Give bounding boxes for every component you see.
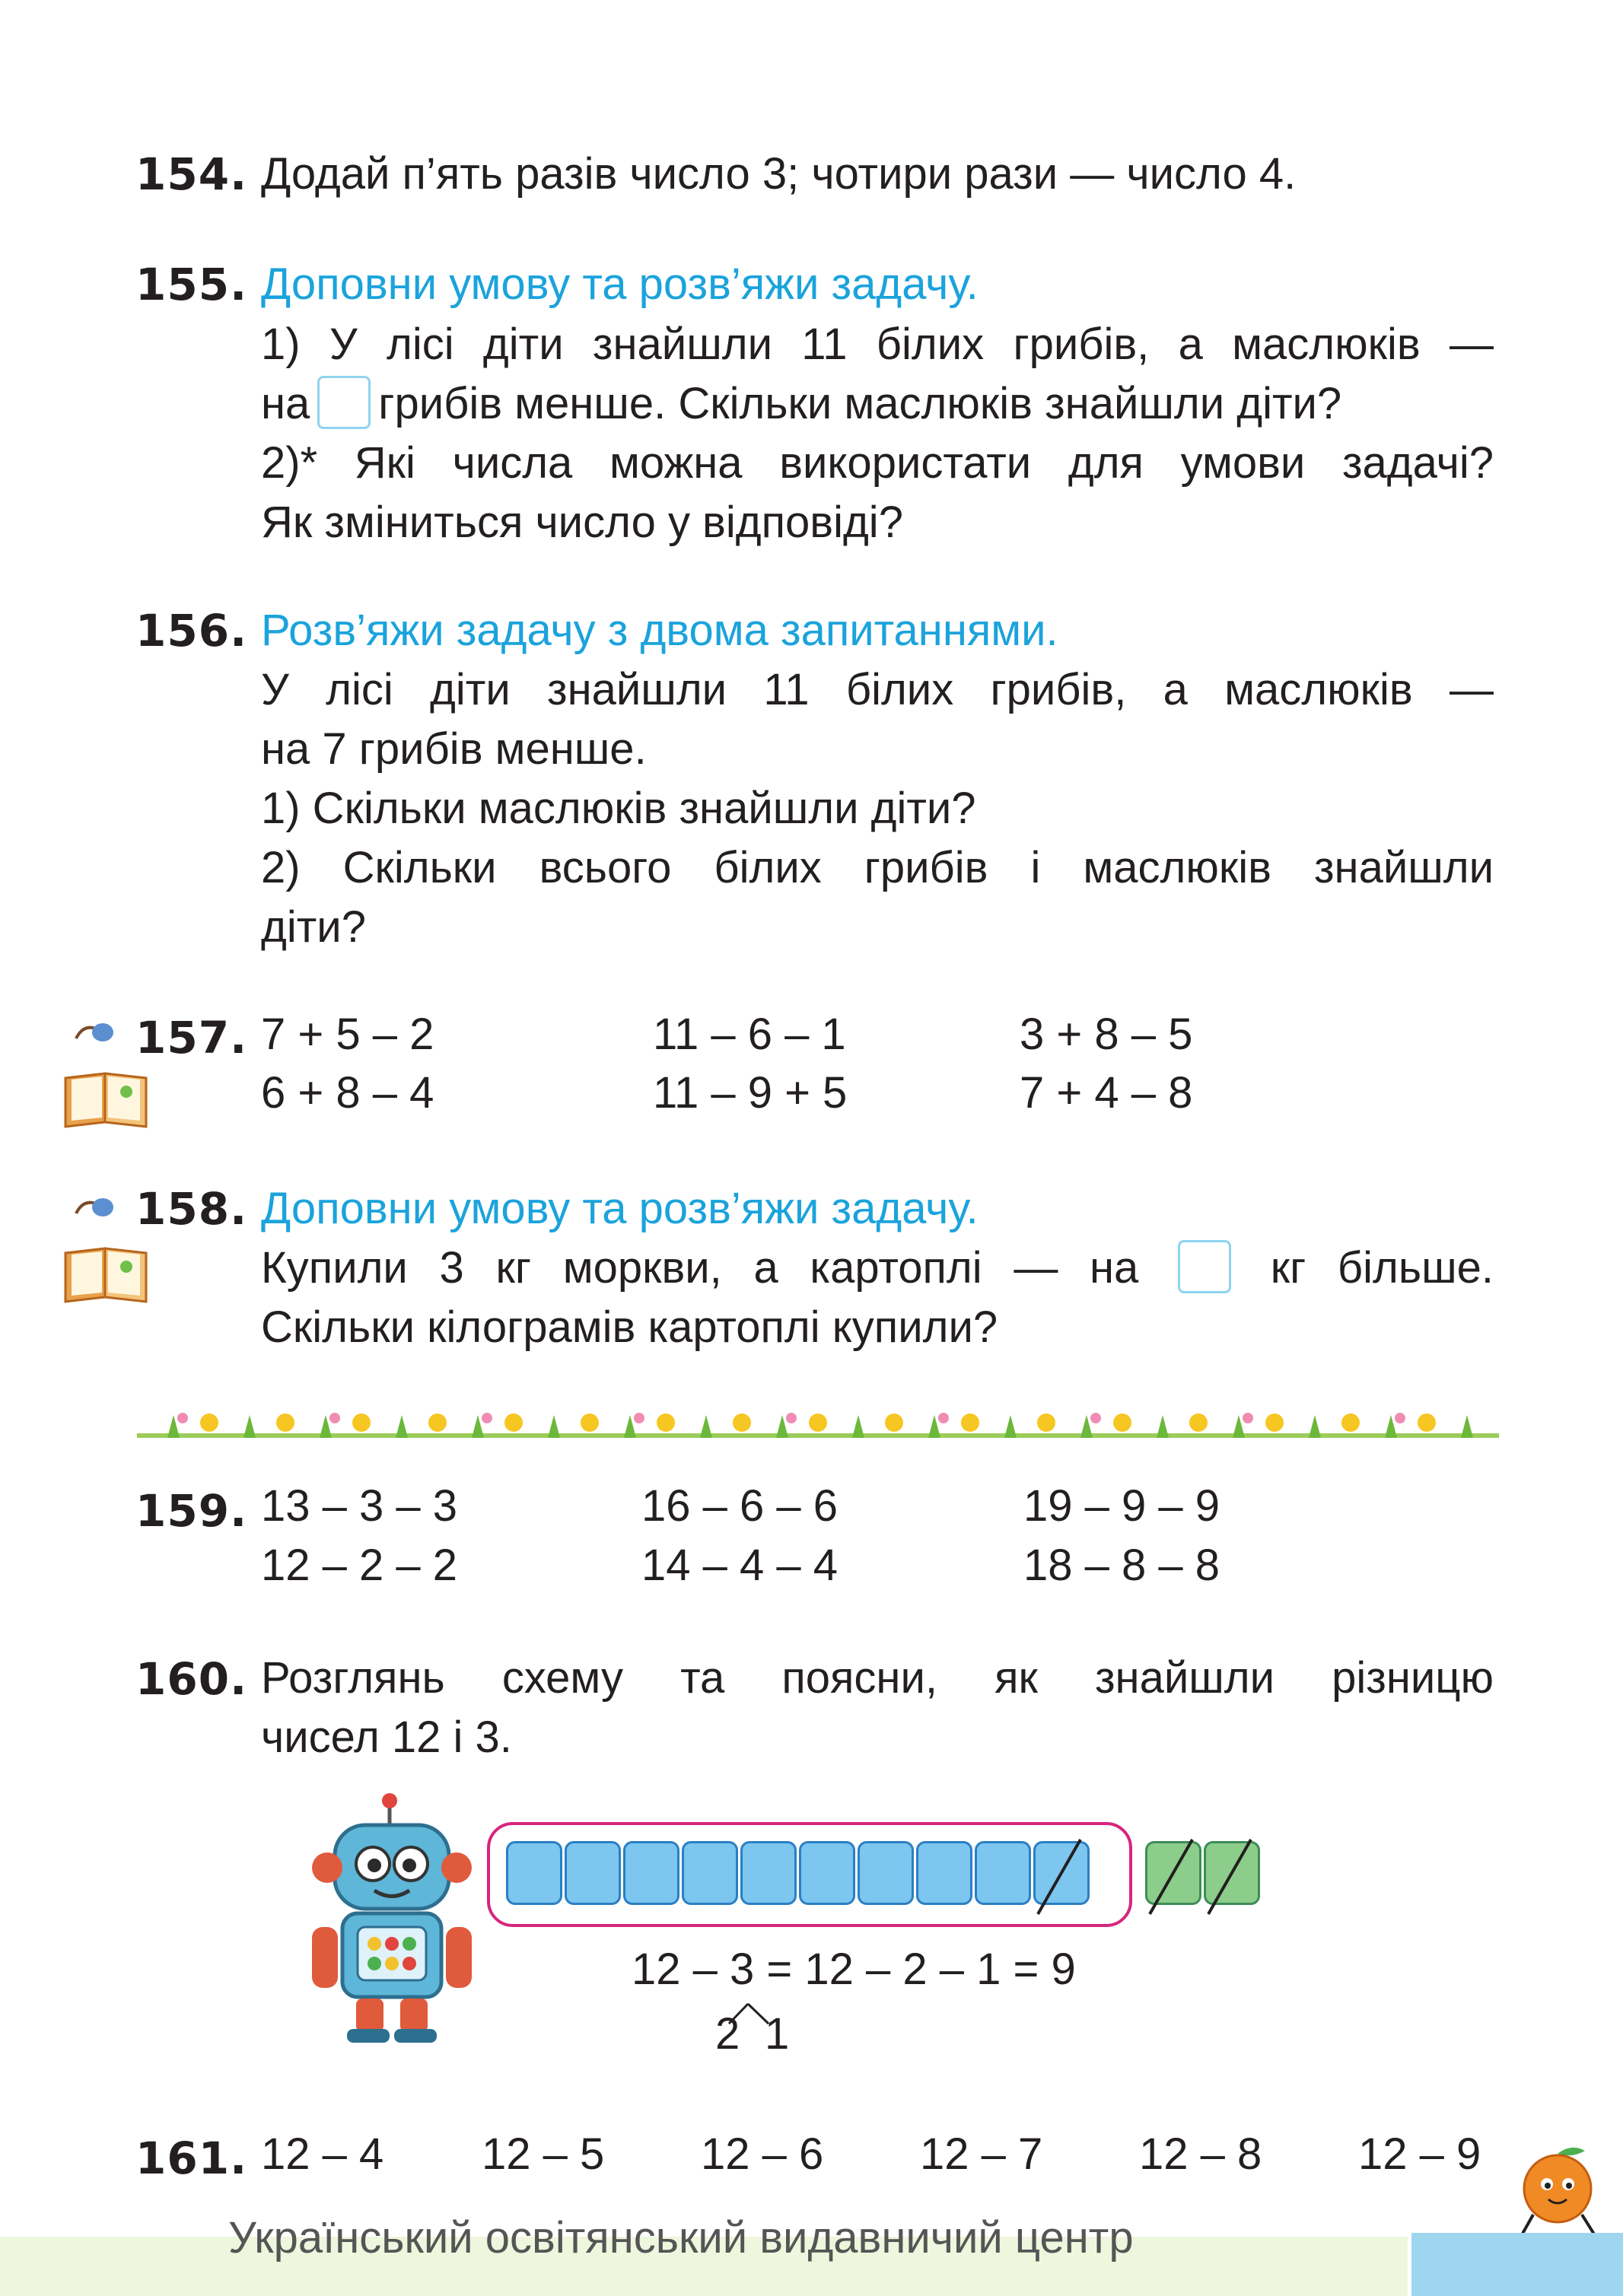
publisher-footer: Український освітянський видавничий центр [228, 2213, 1134, 2263]
task-line: на 7 грибів менше. [261, 724, 647, 774]
task-number: 161. [135, 2132, 248, 2184]
task-number: 154. [135, 148, 248, 200]
task-text: Додай п’ять разів число 3; чотири рази — число 4. [261, 149, 1297, 199]
expression: 14 – 4 – 4 [641, 1541, 838, 1590]
expression: 18 – 8 – 8 [1023, 1541, 1220, 1590]
expression: 16 – 6 – 6 [641, 1481, 838, 1531]
expression: 12 – 7 [920, 2129, 1043, 2179]
scheme-equation: 12 – 3 = 12 – 2 – 1 = 9 [632, 1945, 1076, 1994]
text-fragment: на [261, 379, 310, 428]
task-line: Скільки кілограмів картоплі купили? [261, 1302, 998, 1352]
task-line: чисел 12 і 3. [261, 1712, 512, 1762]
split-number: 2 [715, 2009, 740, 2059]
expression: 12 – 2 – 2 [261, 1541, 457, 1590]
task-title: Доповни умову та розв’яжи задачу. [261, 259, 979, 309]
expression: 7 + 4 – 8 [1020, 1068, 1193, 1118]
task-number: 159. [135, 1485, 248, 1537]
task-line: У лісі діти знайшли 11 білих грибів, а маслюків — [261, 665, 1494, 714]
expression: 12 – 5 [482, 2129, 605, 2179]
text-fragment: грибів менше. Скільки маслюків знайшли діти? [378, 379, 1342, 428]
expression: 12 – 8 [1139, 2129, 1262, 2179]
orange-mascot-icon [1503, 2142, 1617, 2248]
task-number: 160. [135, 1653, 248, 1705]
page-number-tab [1411, 2233, 1623, 2296]
text-fragment: кг більше. [1270, 1243, 1494, 1293]
expression: 7 + 5 – 2 [261, 1010, 434, 1059]
expression: 11 – 6 – 1 [653, 1010, 846, 1059]
task-number: 158. [135, 1183, 248, 1235]
task-number: 156. [135, 605, 248, 657]
split-number: 1 [765, 2009, 790, 2059]
task-line: Розглянь схему та поясни, як знайшли різницю [261, 1653, 1494, 1703]
expression: 12 – 6 [701, 2129, 824, 2179]
expression: 19 – 9 – 9 [1023, 1481, 1220, 1531]
task-title: Розв’яжи задачу з двома запитаннями. [261, 606, 1058, 655]
expression: 13 – 3 – 3 [261, 1481, 457, 1531]
expression: 6 + 8 – 4 [261, 1068, 434, 1118]
expression: 12 – 9 [1358, 2129, 1481, 2179]
task-line: 1) У лісі діти знайшли 11 білих грибів, а маслюків — [261, 320, 1494, 369]
task-number: 157. [135, 1012, 248, 1064]
task-line: 2)* Які числа можна використати для умови задачі? [261, 438, 1494, 488]
expression: 3 + 8 – 5 [1020, 1010, 1193, 1059]
task-line: діти? [261, 902, 366, 952]
task-title: Доповни умову та розв’яжи задачу. [261, 1184, 979, 1233]
text-fragment: Купили 3 кг моркви, а картоплі — на [261, 1243, 1139, 1293]
task-line: Як зміниться число у відповіді? [261, 498, 903, 547]
expression: 12 – 4 [261, 2129, 384, 2179]
task-number: 155. [135, 259, 248, 310]
expression: 11 – 9 + 5 [653, 1068, 848, 1118]
task-line: 1) Скільки маслюків знайшли діти? [261, 784, 976, 833]
task-line: 2) Скільки всього білих грибів і маслюків знайшли [261, 843, 1494, 892]
